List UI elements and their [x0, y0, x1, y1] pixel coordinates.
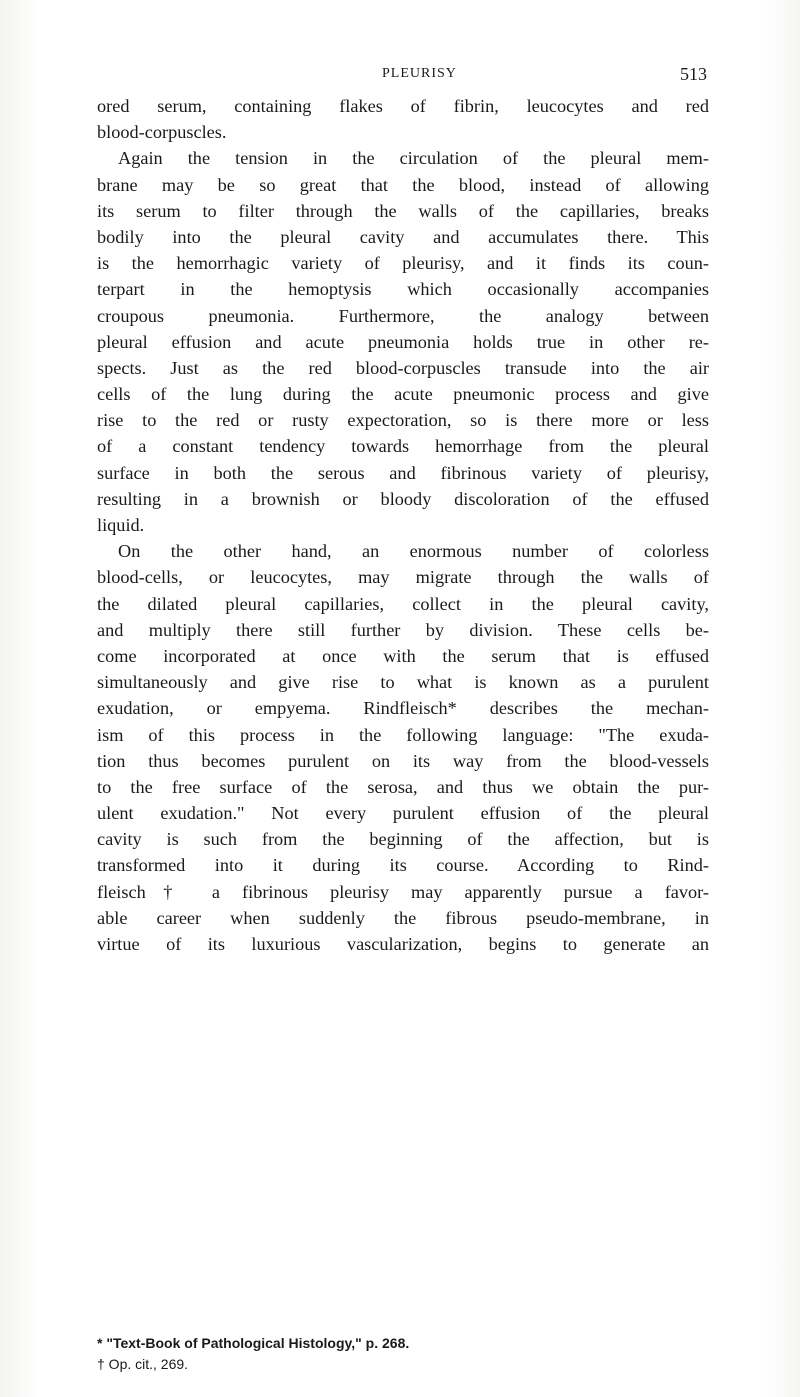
text-line: surface in both the serous and fibrinous variety of pleurisy, — [97, 462, 709, 483]
text-line: fleisch† a fibrinous pleurisy may apparently pursue a favor- — [97, 881, 709, 902]
footnotes — [97, 1333, 709, 1375]
text-line: spects. Just as the red blood-corpuscles transude into the air — [97, 357, 709, 378]
text-line: to the free surface of the serosa, and thus we obtain the pur- — [97, 776, 709, 797]
text-line: able career when suddenly the fibrous pseudo-membrane, in — [97, 907, 709, 928]
text-line: ism of this process in the following language: "The exuda- — [97, 724, 709, 745]
footnote: † Op. cit., 269. — [97, 1356, 189, 1372]
text-line: blood-cells, or leucocytes, may migrate through the walls of — [97, 567, 709, 588]
text-line: its serum to filter through the walls of the capillaries, breaks — [97, 200, 709, 221]
text-line: liquid. — [97, 515, 145, 535]
text-line: the dilated pleural capillaries, collect in the pleural cavity, — [97, 593, 709, 614]
text-line: croupous pneumonia. Furthermore, the analogy between — [97, 305, 709, 326]
text-line: On the other hand, an enormous number of colorless — [118, 541, 709, 562]
text-line: is the hemorrhagic variety of pleurisy, and it finds its coun- — [97, 253, 709, 274]
text-line: cells of the lung during the acute pneumonic process and give — [97, 384, 709, 405]
text-line: simultaneously and give rise to what is known as a purulent — [97, 672, 709, 693]
text-line: come incorporated at once with the serum that is effused — [97, 645, 709, 666]
text-line: ulent exudation." Not every purulent effusion of the pleural — [97, 803, 709, 824]
text-line: and multiply there still further by division. These cells be- — [97, 619, 709, 640]
text-line: exudation, or empyema. Rindfleisch* describes the mechan- — [97, 698, 709, 719]
running-title: PLEURISY — [382, 66, 457, 81]
text-line: bodily into the pleural cavity and accumulates there. This — [97, 226, 709, 247]
text-line: rise to the red or rusty expectoration, so is there more or less — [97, 410, 709, 431]
text-line: virtue of its luxurious vascularization, begins to generate an — [97, 934, 709, 954]
text-line: resulting in a brownish or bloody discoloration of the effused — [97, 488, 709, 509]
text-line: cavity is such from the beginning of the affection, but is — [97, 829, 709, 850]
text-line: of a constant tendency towards hemorrhage from the pleural — [97, 436, 709, 457]
footnote: * "Text-Book of Pathological Histology," p. 268. — [97, 1335, 410, 1351]
text-line: ored serum, containing flakes of fibrin, leucocytes and red — [97, 96, 709, 116]
text-line: blood-corpuscles. — [97, 122, 227, 143]
text-line: terpart in the hemoptysis which occasionally accompanies — [97, 279, 709, 300]
body-text — [97, 93, 709, 957]
text-line: brane may be so great that the blood, instead of allowing — [97, 174, 709, 195]
text-line: transformed into it during its course. According to Rind- — [97, 855, 709, 876]
text-line: Again the tension in the circulation of the pleural mem- — [118, 148, 709, 169]
page-number: 513 — [680, 64, 707, 84]
text-line: tion thus becomes purulent on its way from the blood-vessels — [97, 750, 709, 771]
text-line: pleural effusion and acute pneumonia holds true in other re- — [97, 331, 709, 352]
